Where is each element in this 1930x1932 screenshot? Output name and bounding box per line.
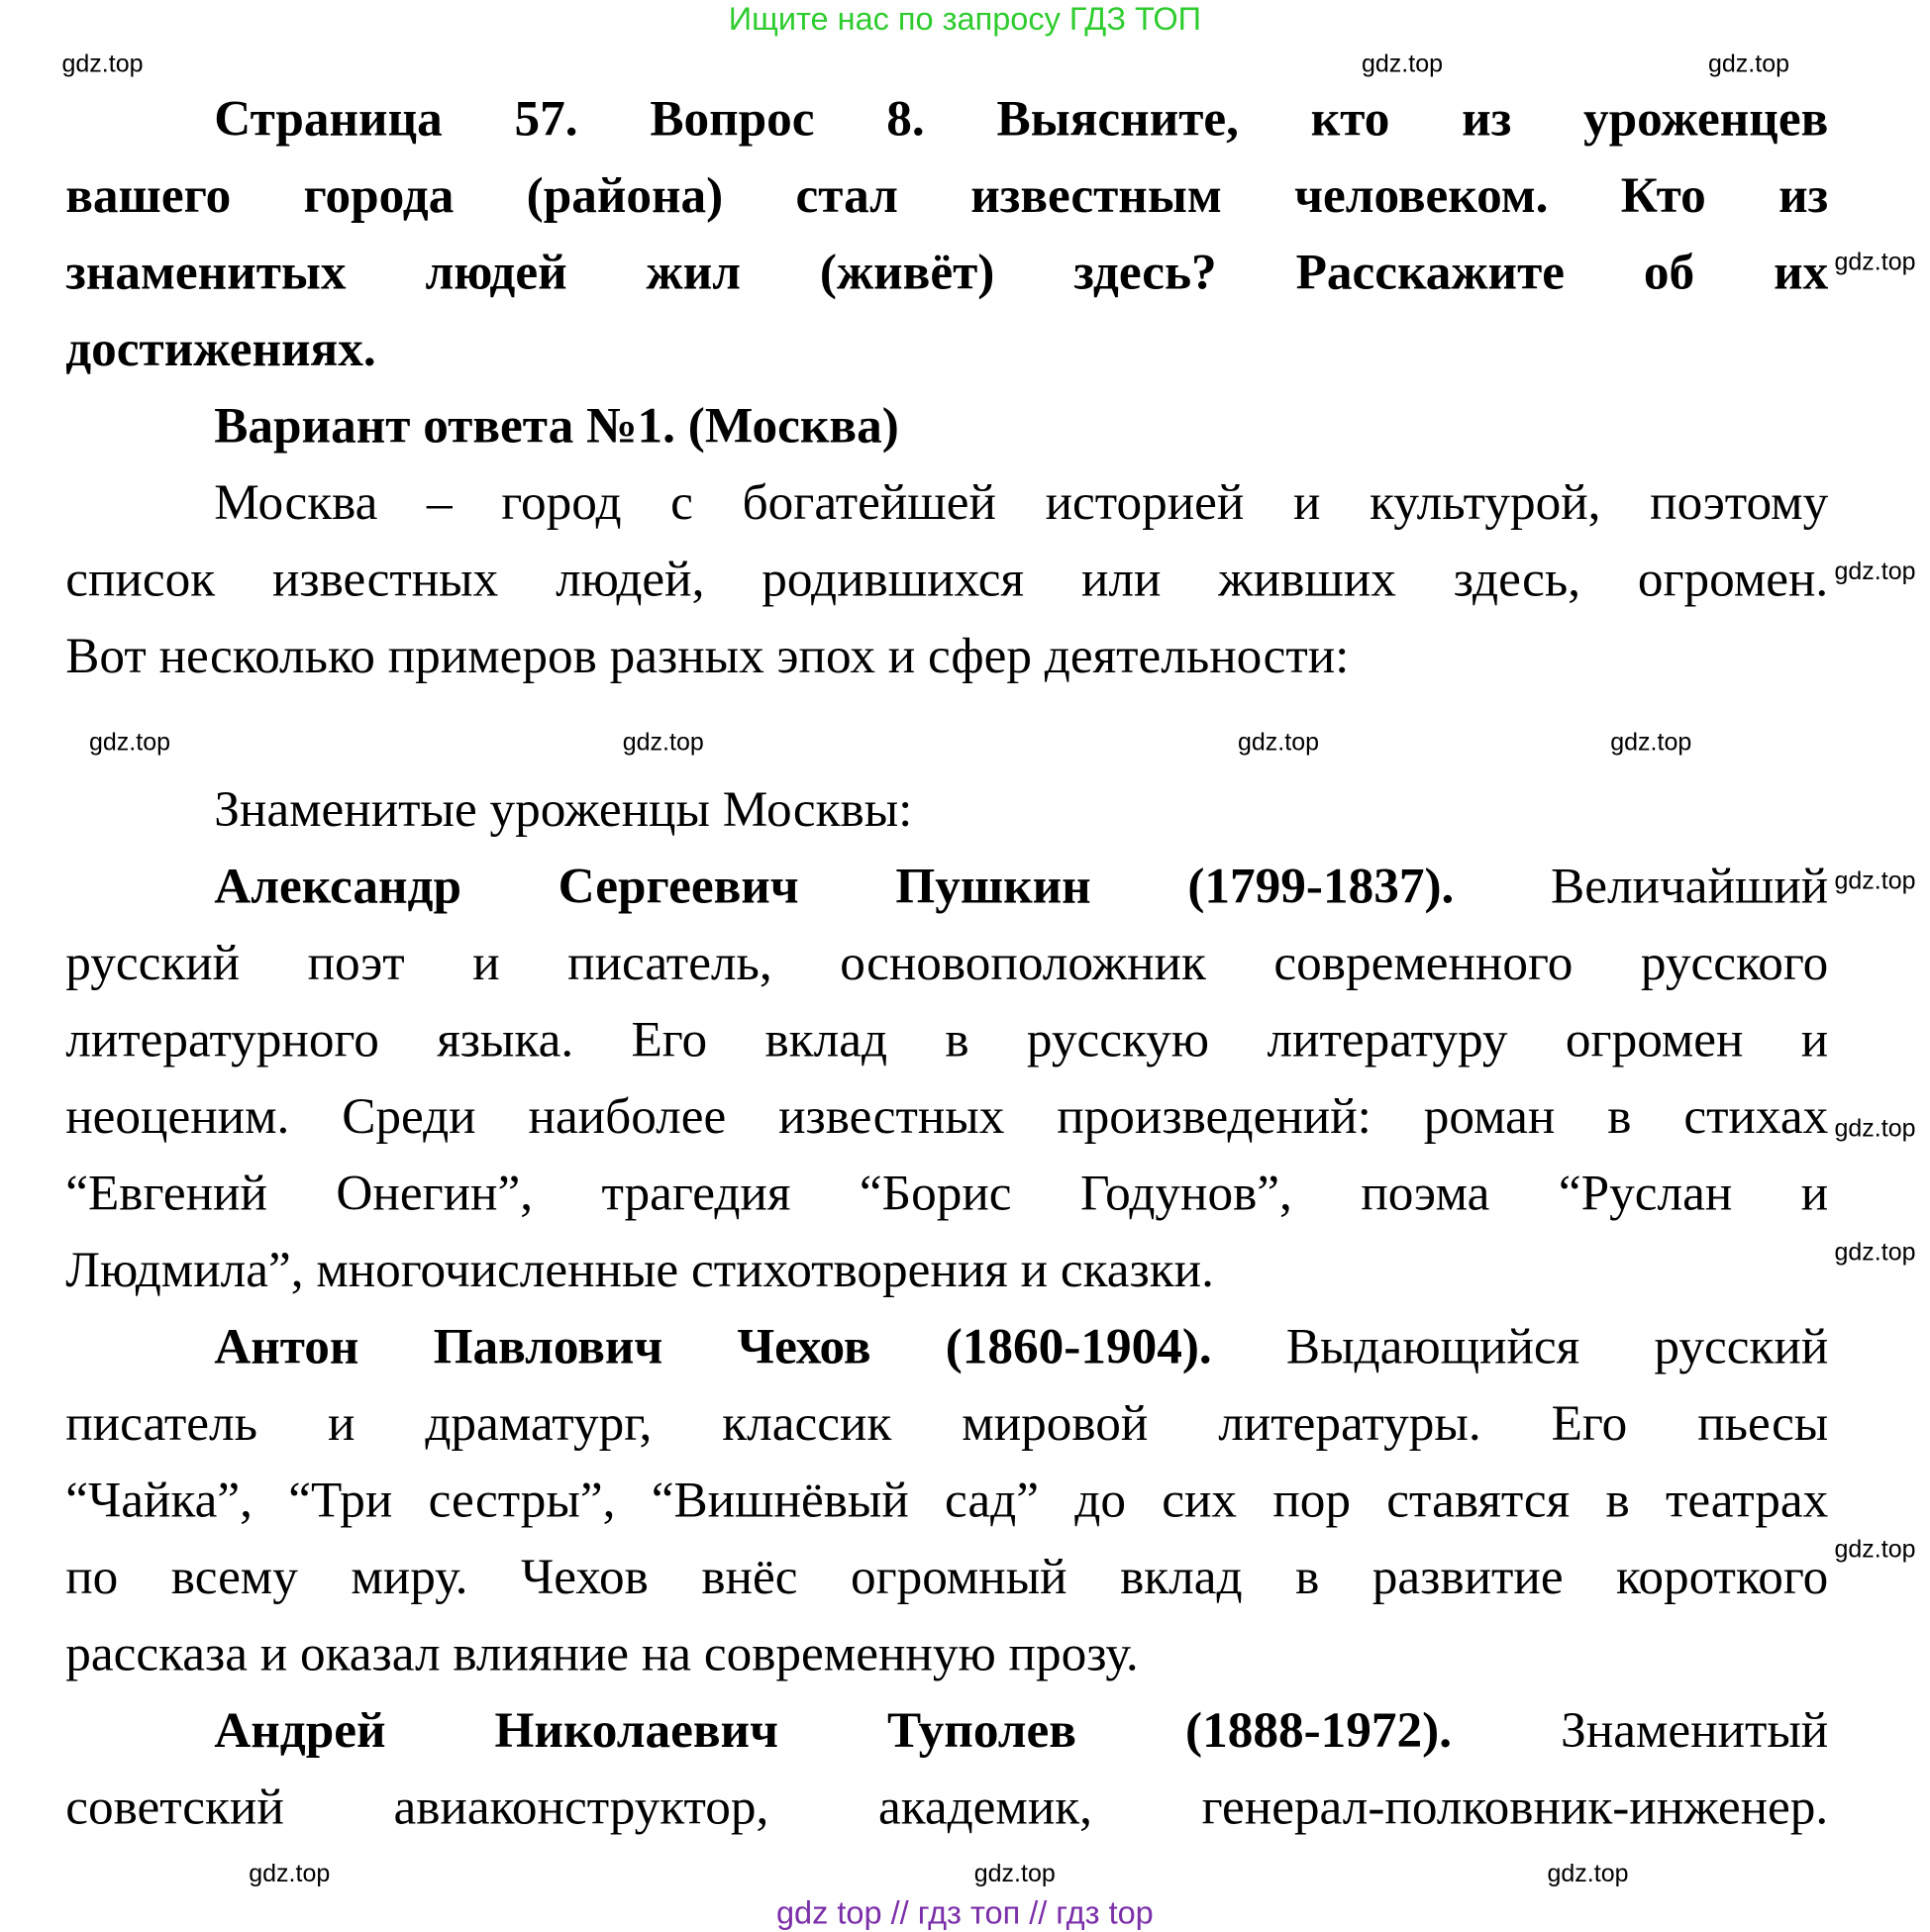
watermark: gdz.top: [1610, 728, 1691, 758]
watermark: gdz.top: [1835, 866, 1916, 896]
watermark: gdz.top: [1708, 50, 1789, 79]
text-line: [65, 242, 1828, 319]
watermark: gdz.top: [623, 728, 704, 758]
watermark: gdz.top: [1548, 1860, 1629, 1889]
regular-text: Людмила”, многочисленные стихотворения и сказки.: [65, 1241, 1214, 1298]
text-line: [65, 625, 1828, 702]
bold-text: Андрей Николаевич Туполев (1888-1972).: [214, 1701, 1452, 1759]
watermark: gdz.top: [1835, 1535, 1916, 1565]
text-line: [65, 1163, 1828, 1240]
regular-text: список известных людей, родившихся или живших здесь, огромен.: [65, 550, 1828, 607]
text-line: [214, 778, 1828, 856]
text-line: [65, 1777, 1828, 1854]
watermark: gdz.top: [249, 1860, 330, 1889]
bold-text: Александр Сергеевич Пушкин (1799-1837).: [214, 857, 1454, 914]
watermark: gdz.top: [1835, 1114, 1916, 1144]
regular-text: рассказа и оказал влияние на современную прозу.: [65, 1624, 1138, 1681]
regular-text: Знаменитый: [1452, 1701, 1828, 1759]
bold-text: Антон Павлович Чехов (1860-1904).: [214, 1317, 1211, 1374]
watermark: gdz.top: [1835, 248, 1916, 277]
text-line: [214, 856, 1828, 933]
regular-text: “Евгений Онегин”, трагедия “Борис Годунов”, поэма “Руслан и: [65, 1164, 1828, 1221]
regular-text: советский авиаконструктор, академик, генерал-полковник-инженер.: [65, 1778, 1828, 1835]
regular-text: русский поэт и писатель, основоположник современного русского: [65, 934, 1828, 991]
watermark: gdz.top: [62, 50, 144, 79]
text-line: [65, 1392, 1828, 1470]
footer-banner: gdz top // гдз топ // гдз top: [0, 1894, 1930, 1932]
text-line: [65, 1470, 1828, 1547]
bold-text: знаменитых людей жил (живёт) здесь? Расскажите об их: [65, 243, 1828, 300]
watermark: gdz.top: [1362, 50, 1443, 79]
text-line: [65, 1009, 1828, 1086]
watermark: gdz.top: [89, 728, 170, 758]
regular-text: “Чайка”, “Три сестры”, “Вишнёвый сад” до сих пор ставятся в театрах: [65, 1471, 1828, 1528]
text-line: [65, 549, 1828, 626]
text-line: [214, 395, 1828, 472]
text-line: [65, 932, 1828, 1009]
text-line: [65, 1085, 1828, 1163]
header-banner: Ищите нас по запросу ГДЗ ТОП: [0, 0, 1930, 39]
bold-text: Страница 57. Вопрос 8. Выясните, кто из уроженцев: [214, 89, 1828, 147]
regular-text: писатель и драматург, классик мировой литературы. Его пьесы: [65, 1394, 1828, 1452]
text-line: [65, 164, 1828, 242]
regular-text: по всему миру. Чехов внёс огромный вклад в развитие короткого: [65, 1548, 1828, 1605]
watermark: gdz.top: [1835, 558, 1916, 587]
regular-text: литературного языка. Его вклад в русскую литературу огромен и: [65, 1010, 1828, 1068]
regular-text: Величайший: [1454, 857, 1828, 914]
watermark: gdz.top: [1238, 728, 1319, 758]
watermark: gdz.top: [1835, 1238, 1916, 1268]
regular-text: неоценим. Среди наиболее известных произведений: роман в стихах: [65, 1087, 1828, 1145]
text-line: [65, 318, 1828, 395]
text-line: [214, 1699, 1828, 1777]
regular-text: Знаменитые уроженцы Москвы:: [214, 780, 912, 838]
watermark: gdz.top: [974, 1860, 1056, 1889]
bold-text: Вариант ответа №1. (Москва): [214, 396, 899, 454]
regular-text: Выдающийся русский: [1212, 1317, 1829, 1374]
regular-text: Вот несколько примеров разных эпох и сфер деятельности:: [65, 627, 1349, 684]
text-line: [65, 1623, 1828, 1700]
bold-text: достижениях.: [65, 320, 375, 377]
text-line: [65, 1546, 1828, 1623]
regular-text: Москва – город с богатейшей историей и культурой, поэтому: [214, 473, 1828, 531]
text-line: [65, 1239, 1828, 1316]
text-line: [214, 88, 1828, 165]
bold-text: вашего города (района) стал известным человеком. Кто из: [65, 166, 1828, 224]
text-line: [214, 471, 1828, 549]
text-line: [214, 1316, 1828, 1393]
